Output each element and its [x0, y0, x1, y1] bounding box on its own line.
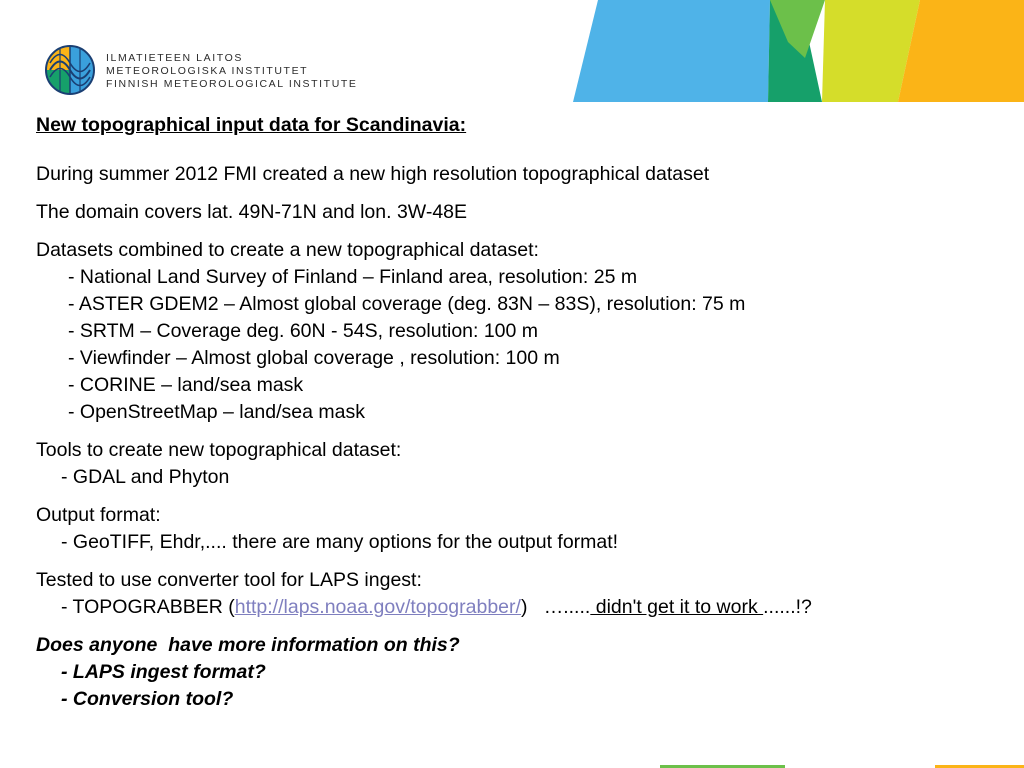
tested-suffix: ......!? — [763, 596, 812, 618]
fmi-logo-icon — [44, 43, 96, 97]
questions-heading: Does anyone have more information on this? — [36, 634, 460, 656]
dataset-item: - Viewfinder – Almost global coverage , resolution: 100 m — [68, 347, 560, 369]
tested-prefix: - TOPOGRABBER ( — [61, 596, 235, 618]
questions-list — [36, 659, 996, 713]
dataset-item: - CORINE – land/sea mask — [68, 374, 304, 396]
topograbber-link[interactable]: http://laps.noaa.gov/topograbber/ — [234, 596, 521, 618]
question-item: - Conversion tool? — [61, 688, 234, 710]
intro-line-2: The domain covers lat. 49N-71N and lon. 3W-48E — [36, 201, 468, 223]
slide-content — [36, 112, 996, 713]
datasets-heading: Datasets combined to create a new topographical dataset: — [36, 239, 539, 261]
dataset-item: - National Land Survey of Finland – Finland area, resolution: 25 m — [68, 266, 638, 288]
datasets-list — [36, 264, 996, 426]
logo-line-english: FINNISH METEOROLOGICAL INSTITUTE — [106, 78, 358, 90]
tested-heading: Tested to use converter tool for LAPS ingest: — [36, 569, 422, 591]
logo-line-swedish: METEOROLOGISKA INSTITUTET — [106, 65, 309, 77]
tested-item — [36, 594, 996, 621]
tested-dots: …..... — [543, 596, 591, 618]
output-heading: Output format: — [36, 504, 161, 526]
tools-item: - GDAL and Phyton — [61, 466, 230, 488]
tested-underlined: didn't get it to work — [590, 596, 764, 618]
dataset-item: - ASTER GDEM2 – Almost global coverage (deg. 83N – 83S), resolution: 75 m — [68, 293, 746, 315]
tools-heading: Tools to create new topographical dataset: — [36, 439, 402, 461]
question-item: - LAPS ingest format? — [61, 661, 266, 683]
logo-line-finnish: ILMATIETEEN LAITOS — [106, 52, 243, 64]
tested-close: ) — [520, 596, 528, 618]
fmi-logo-text — [106, 52, 358, 91]
intro-line-1: During summer 2012 FMI created a new high resolution topographical dataset — [36, 163, 710, 185]
dataset-item: - OpenStreetMap – land/sea mask — [68, 401, 365, 423]
slide-title: New topographical input data for Scandinavia: — [36, 114, 467, 136]
output-item: - GeoTIFF, Ehdr,.... there are many options for the output format! — [61, 531, 619, 553]
dataset-item: - SRTM – Coverage deg. 60N - 54S, resolution: 100 m — [68, 320, 539, 342]
fmi-logo — [44, 43, 358, 99]
